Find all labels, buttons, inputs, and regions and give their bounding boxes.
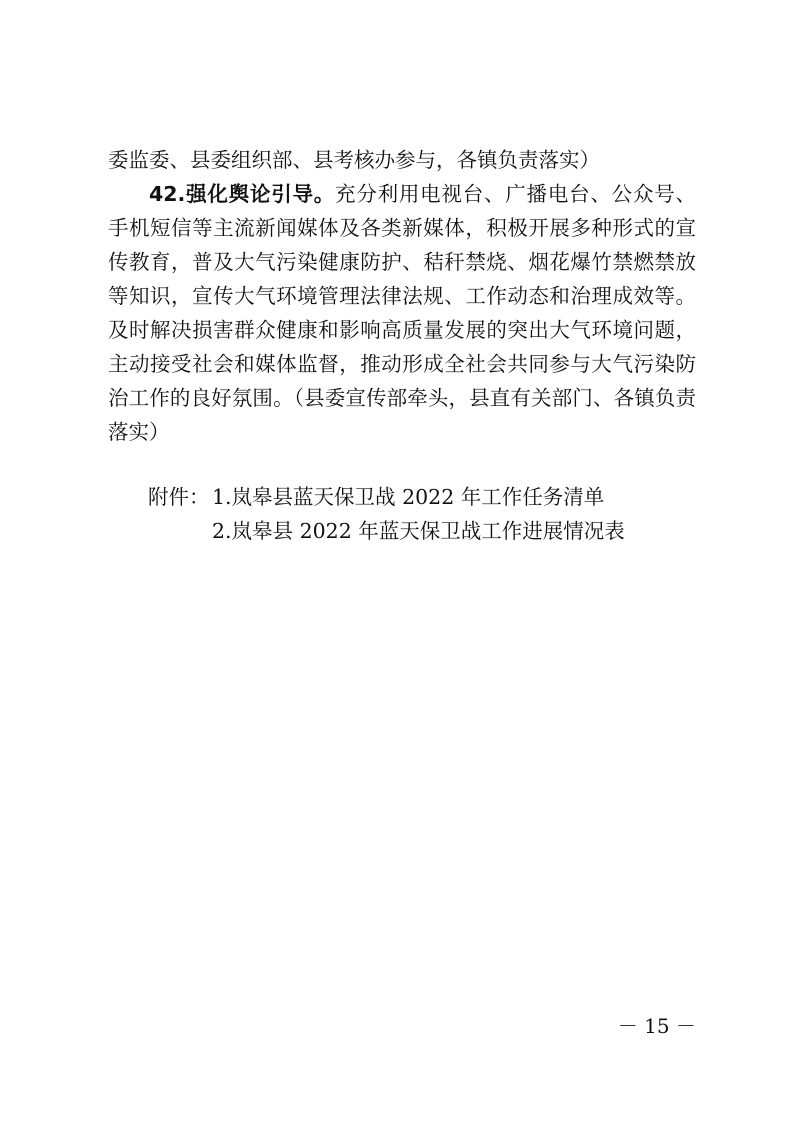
attachment-item: 2.岚皋县 2022 年蓝天保卫战工作进展情况表 bbox=[212, 519, 625, 543]
paragraph-item-42 bbox=[108, 177, 696, 449]
item-42-text: 充分利用电视台、广播电台、公众号、手机短信等主流新闻媒体及各类新媒体，积极开展多种形式的宣传教育，普及大气污染健康防护、秸秆禁烧、烟花爆竹禁燃禁放等知识，宣传大气环境管理法律法规、工作动态和治理成效等。及时解决损害群众健康和影响高质量发展的突出大气环境问题，主动接受社会和媒体监督，推动形成全社会共同参与大气污染防治工作的良好氛围。（县委宣传部牵头，县直有关部门、各镇负责落实） bbox=[108, 182, 696, 444]
attachment-item: 1.岚皋县蓝天保卫战 2022 年工作任务清单 bbox=[212, 485, 605, 509]
attachment-row bbox=[148, 480, 625, 514]
attachments-list bbox=[148, 480, 625, 548]
attachments-label: 附件： bbox=[148, 485, 210, 509]
page-number: － 15 － bbox=[617, 1014, 696, 1038]
item-42-heading: 42.强化舆论引导。 bbox=[149, 182, 336, 206]
paragraph-continuation: 委监委、县委组织部、县考核办参与，各镇负责落实） bbox=[108, 148, 600, 172]
attachment-row bbox=[148, 514, 625, 548]
body-text bbox=[108, 143, 696, 449]
